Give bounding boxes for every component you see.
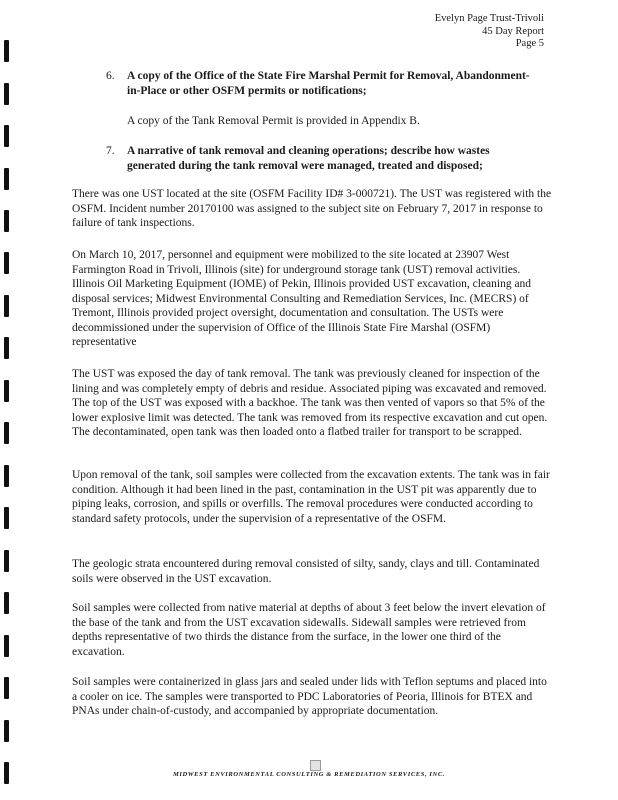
binding-mark — [4, 40, 9, 62]
binding-mark — [4, 635, 9, 657]
binding-mark — [4, 380, 9, 402]
binding-mark — [4, 168, 9, 190]
binding-mark — [4, 677, 9, 699]
binding-mark — [4, 125, 9, 147]
header-page-number: Page 5 — [515, 38, 544, 49]
list-item-6 — [106, 69, 536, 98]
binding-mark — [4, 422, 9, 444]
page-marker-box — [310, 760, 321, 771]
body-paragraph: Upon removal of the tank, soil samples were collected from the excavation extents. The tank was in fair condition. Although it had been lined in the past, contamination in the UST pit was apparently due to piping leaks, corrosion, and spills or overfills. The removal procedures were conducted according to standard safety protocols, under the supervision of a representative of the OSFM. — [72, 469, 550, 525]
list-item-number: 7. — [106, 145, 115, 157]
binding-mark — [4, 507, 9, 529]
body-paragraph: Soil samples were collected from native material at depths of about 3 feet below the invert elevation of the base of the tank and from the UST excavation sidewalls. Sidewall samples were retrieved from depths representative of two thirds the distance from the surface, in the lower one third of the excavation. — [72, 602, 546, 658]
binding-mark — [4, 337, 9, 359]
body-paragraph: There was one UST located at the site (OSFM Facility ID# 3-000721). The UST was registered with the OSFM. Incident number 20170100 was assigned to the subject site on February 7, 2017 in response to failure of tank inspections. — [72, 188, 552, 229]
binding-mark — [4, 465, 9, 487]
list-item-7 — [106, 144, 536, 173]
list-item-number: 6. — [106, 70, 115, 82]
page-footer: MIDWEST ENVIRONMENTAL CONSULTING & REMEDIATION SERVICES, INC. — [173, 771, 445, 778]
binding-mark — [4, 550, 9, 572]
list-item-heading: A narrative of tank removal and cleaning operations; describe how wastes generated during the tank removal were managed, treated and disposed; — [127, 145, 490, 172]
binding-mark — [4, 592, 9, 614]
page-header — [435, 13, 544, 51]
body-paragraph: On March 10, 2017, personnel and equipment were mobilized to the site located at 23907 West Farmington Road in Trivoli, Illinois (site) for underground storage tank (UST) removal activities. Illinois Oil Marketing Equipment (IOME) of Pekin, Illinois provided UST excavation, cleaning and disposal services; Midwest Environmental Consulting and Remediation Services, Inc. (MECRS) of Tremont, Illinois provided project oversight, documentation and consultation. The USTs were decommissioned under the supervision of Office of the Illinois State Fire Marshal (OSFM) representative — [72, 249, 532, 348]
body-paragraph: The UST was exposed the day of tank removal. The tank was previously cleaned for inspection of the lining and was completely empty of debris and residue. Associated piping was excavated and removed. The top of the UST was exposed with a backhoe. The tank was then vented of vapors so that 5% of the lower explosive limit was detected. The tank was removed from its respective excavation and cut open. The decontaminated, open tank was then loaded onto a flatbed trailer for transport to be scrapped. — [72, 368, 548, 438]
body-paragraph: Soil samples were containerized in glass jars and sealed under lids with Teflon septums and placed into a cooler on ice. The samples were transported to PDC Laboratories of Peoria, Illinois for BTEX and PNAs under chain-of-custody, and accompanied by appropriate documentation. — [72, 676, 547, 717]
list-item-response: A copy of the Tank Removal Permit is provided in Appendix B. — [127, 115, 420, 127]
scan-binding-marks — [4, 0, 10, 800]
binding-mark — [4, 295, 9, 317]
body-paragraph: The geologic strata encountered during removal consisted of silty, sandy, clays and till. Contaminated soils were observed in the UST excavation. — [72, 558, 540, 585]
binding-mark — [4, 252, 9, 274]
binding-mark — [4, 720, 9, 742]
header-report-type: 45 Day Report — [482, 25, 544, 37]
list-item-heading: A copy of the Office of the State Fire Marshal Permit for Removal, Abandonment-in-Place or other OSFM permits or notifications; — [127, 70, 530, 97]
binding-mark — [4, 210, 9, 232]
binding-mark — [4, 83, 9, 105]
header-report-title: Evelyn Page Trust-Trivoli — [434, 13, 544, 24]
